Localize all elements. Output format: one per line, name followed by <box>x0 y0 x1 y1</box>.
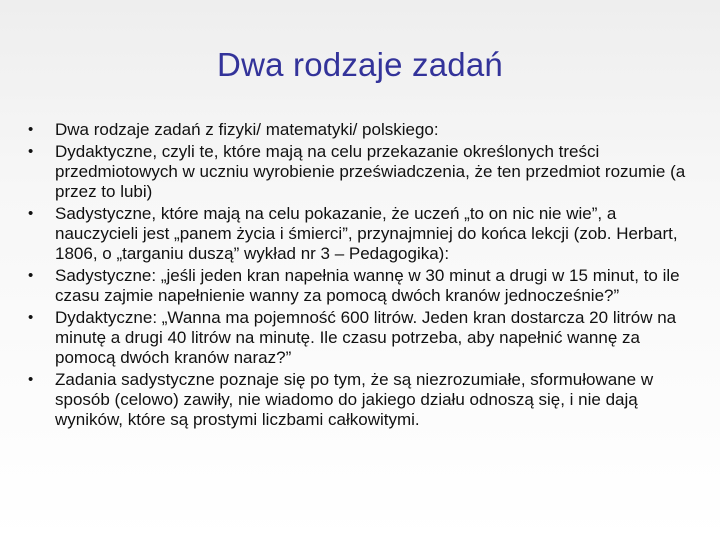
bullet-item-1 <box>28 120 696 140</box>
bullet-text-4: Sadystyczne: „jeśli jeden kran napełnia wannę w 30 minut a drugi w 15 minut, to ile czasu zajmie napełnienie wanny za pomocą dwóch kranów jednocześnie?” <box>55 266 680 305</box>
bullet-icon: • <box>28 143 34 160</box>
bullet-text-2: Dydaktyczne, czyli te, które mają na celu przekazanie określonych treści przedmiotowych w uczniu wyrobienie przeświadczenia, że ten przedmiot rozumie (a przez to lubi) <box>55 142 686 201</box>
bullet-item-6 <box>28 370 696 430</box>
bullet-icon: • <box>28 309 34 326</box>
slide-title: Dwa rodzaje zadań <box>217 46 503 83</box>
bullet-text-5: Dydaktyczne: „Wanna ma pojemność 600 litrów. Jeden kran dostarcza 20 litrów na minutę a drugi 40 litrów na minutę. Ile czasu potrzeba, aby napełnić wannę za pomocą dwóch kranów naraz?” <box>55 308 677 367</box>
bullet-text-3: Sadystyczne, które mają na celu pokazanie, że uczeń „to on nic nie wie”, a nauczycieli jest „panem życia i śmierci”, przynajmniej do końca lekcji (zob. Herbart, 1806, o „targaniu duszą” wykład nr 3 – Pedagogika): <box>55 204 678 263</box>
bullet-item-4 <box>28 266 696 306</box>
bullet-icon: • <box>28 121 34 138</box>
bullet-item-3 <box>28 204 696 264</box>
bullet-icon: • <box>28 205 34 222</box>
bullet-icon: • <box>28 371 34 388</box>
bullet-item-5 <box>28 308 696 368</box>
bullet-text-1: Dwa rodzaje zadań z fizyki/ matematyki/ polskiego: <box>55 120 439 139</box>
bullet-text-6: Zadania sadystyczne poznaje się po tym, że są niezrozumiałe, sformułowane w sposób (celowo) zawiły, nie wiadomo do jakiego działu odnoszą się, i nie dają wyników, które są prostymi liczbami całkowitymi. <box>55 370 654 429</box>
bullet-item-2 <box>28 142 696 202</box>
bullet-icon: • <box>28 267 34 284</box>
bullet-list <box>28 120 696 432</box>
